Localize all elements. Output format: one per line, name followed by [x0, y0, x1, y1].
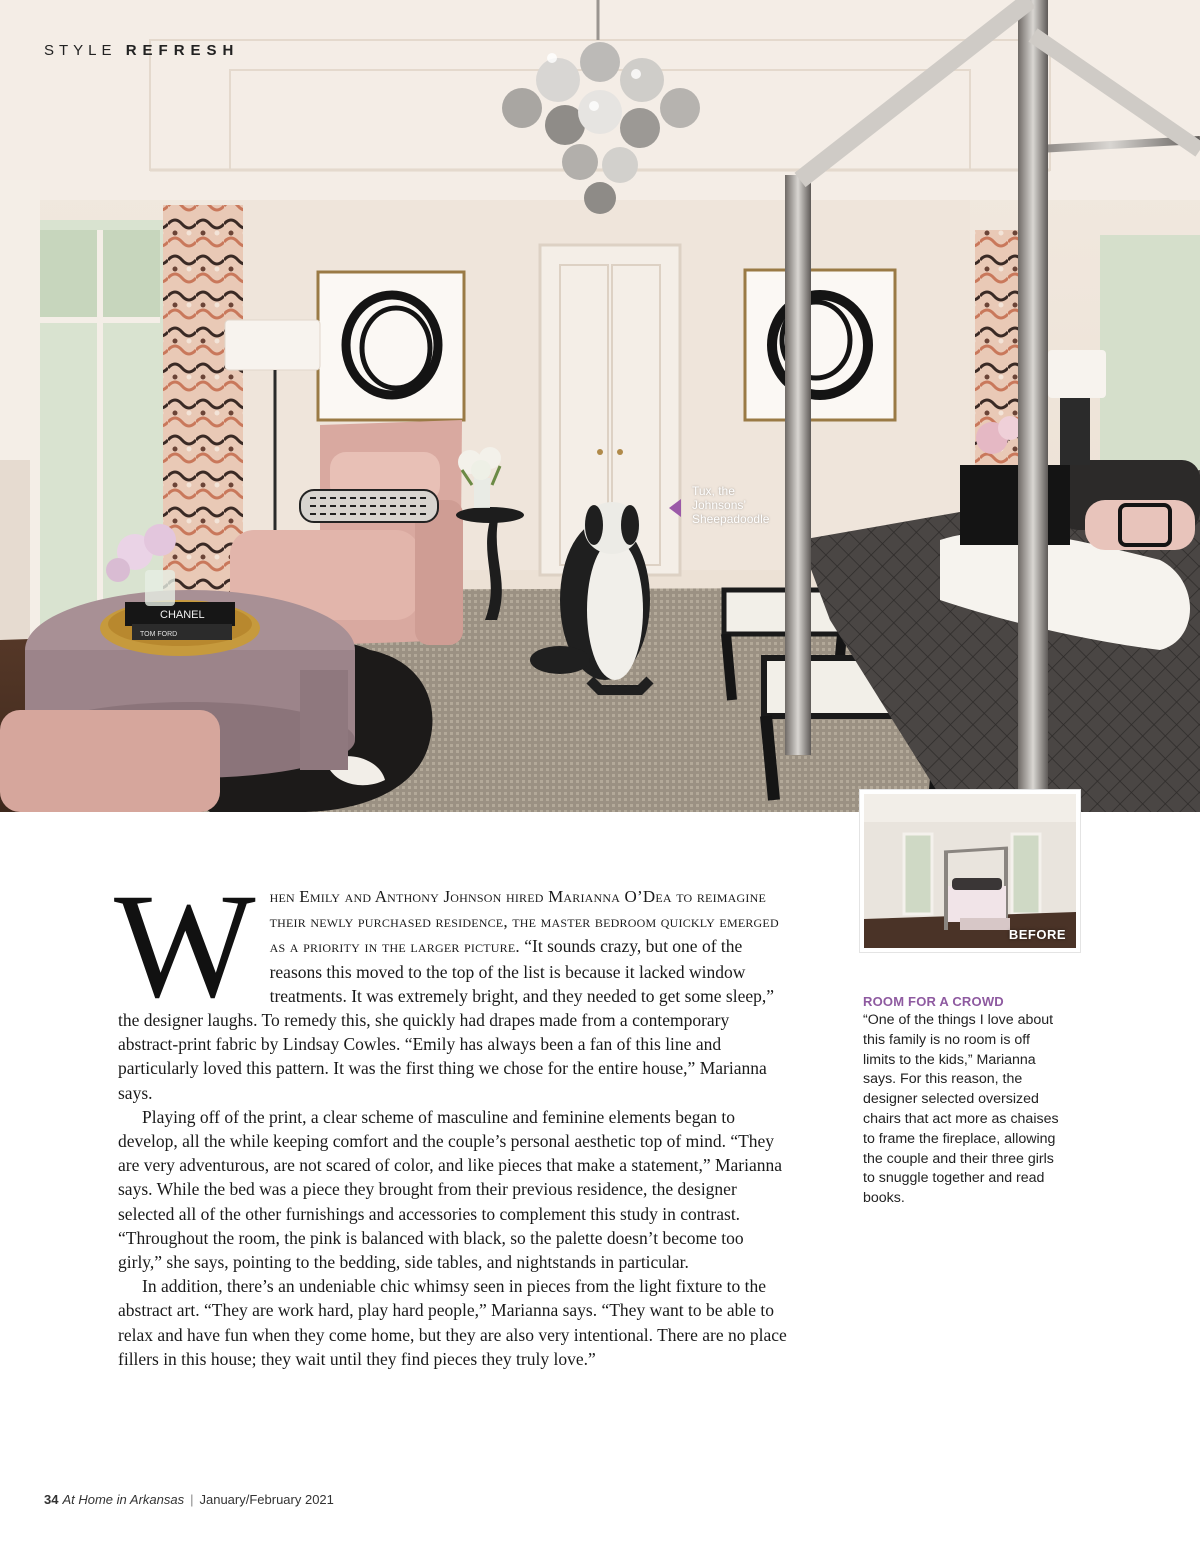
- drop-cap: W: [114, 863, 256, 1029]
- article-paragraph: Playing off of the print, a clear scheme of masculine and feminine elements began to develop, all the while keeping comfort and the couple’s personal aesthetic top of mind. “They are very adventurous, are not scared of color, and like pieces that make a statement,” Marianna says. While the bed was a piece they brought from their previous residence, the designer selected all of the other furnishings and accessories to complement this study in contrast. “Throughout the room, the pink is balanced with black, so the palette doesn’t become too girly,” she says, pointing to the bedding, side tables, and nightstands in particular.: [118, 1106, 783, 1273]
- section-label-light: STYLE: [44, 42, 117, 59]
- article-paragraph: In addition, there’s an undeniable chic whimsy seen in pieces from the light fixture to the abstract art. “They are work hard, play hard people,” Marianna says. “They want to be able to relax and have fun when they come home, but they are also very intentional. There are no place fillers in this house; they wait until they find pieces they truly love.”: [118, 1276, 787, 1369]
- sidebar: [863, 994, 1063, 1209]
- section-label: [44, 42, 239, 59]
- page-footer: [44, 1492, 334, 1507]
- book-title-tom-ford: TOM FORD: [140, 631, 178, 638]
- before-photo-image: [864, 794, 1076, 948]
- caption-line: Sheepadoodle: [692, 512, 770, 526]
- caption-line: Johnsons’: [692, 498, 747, 512]
- before-photo: [860, 790, 1080, 952]
- sidebar-body: “One of the things I love about this family is no room is off limits to the kids,” Marianna says. For this reason, the designer selected oversized chairs that act more as chaises to frame the fireplace, allowing the couple and their three girls to snuggle together and read books.: [863, 1012, 1059, 1207]
- page-number: 34: [44, 1492, 59, 1507]
- paragraph-text: “It sounds crazy, but one of the reasons this moved to the top of the list is because it lacked window treatments. It was extremely bright, and they needed to get some sleep,” the designer laughs. To remedy this, she quickly had drapes made from a contemporary abstract-print fabric by Lindsay Cowles. “Emily has always been a fan of this line and particularly loved this pattern. It was the first thing we chose for the entire house,” Marianna says.: [118, 936, 774, 1103]
- book-title-chanel: CHANEL: [160, 609, 205, 621]
- section-label-bold: REFRESH: [125, 42, 240, 59]
- article-paragraph: [114, 863, 790, 1105]
- sidebar-heading: ROOM FOR A CROWD: [863, 994, 1004, 1009]
- before-label: BEFORE: [1008, 927, 1066, 942]
- caption-pointer-icon: [669, 499, 681, 517]
- footer-divider: |: [190, 1492, 194, 1507]
- lead-in: hen Emily and Anthony Johnson hired Marianna O’Dea to reimagine their newly purchased residence, the master bedroom quickly emerged as a priority in the larger picture.: [269, 887, 779, 957]
- caption-line: Tux, the: [692, 484, 735, 498]
- before-bedroom-illustration: [864, 794, 1076, 948]
- magazine-name: At Home in Arkansas: [62, 1492, 185, 1507]
- photo-caption: [692, 484, 769, 526]
- article-body: [114, 863, 790, 1371]
- issue-date: January/February 2021: [199, 1492, 334, 1507]
